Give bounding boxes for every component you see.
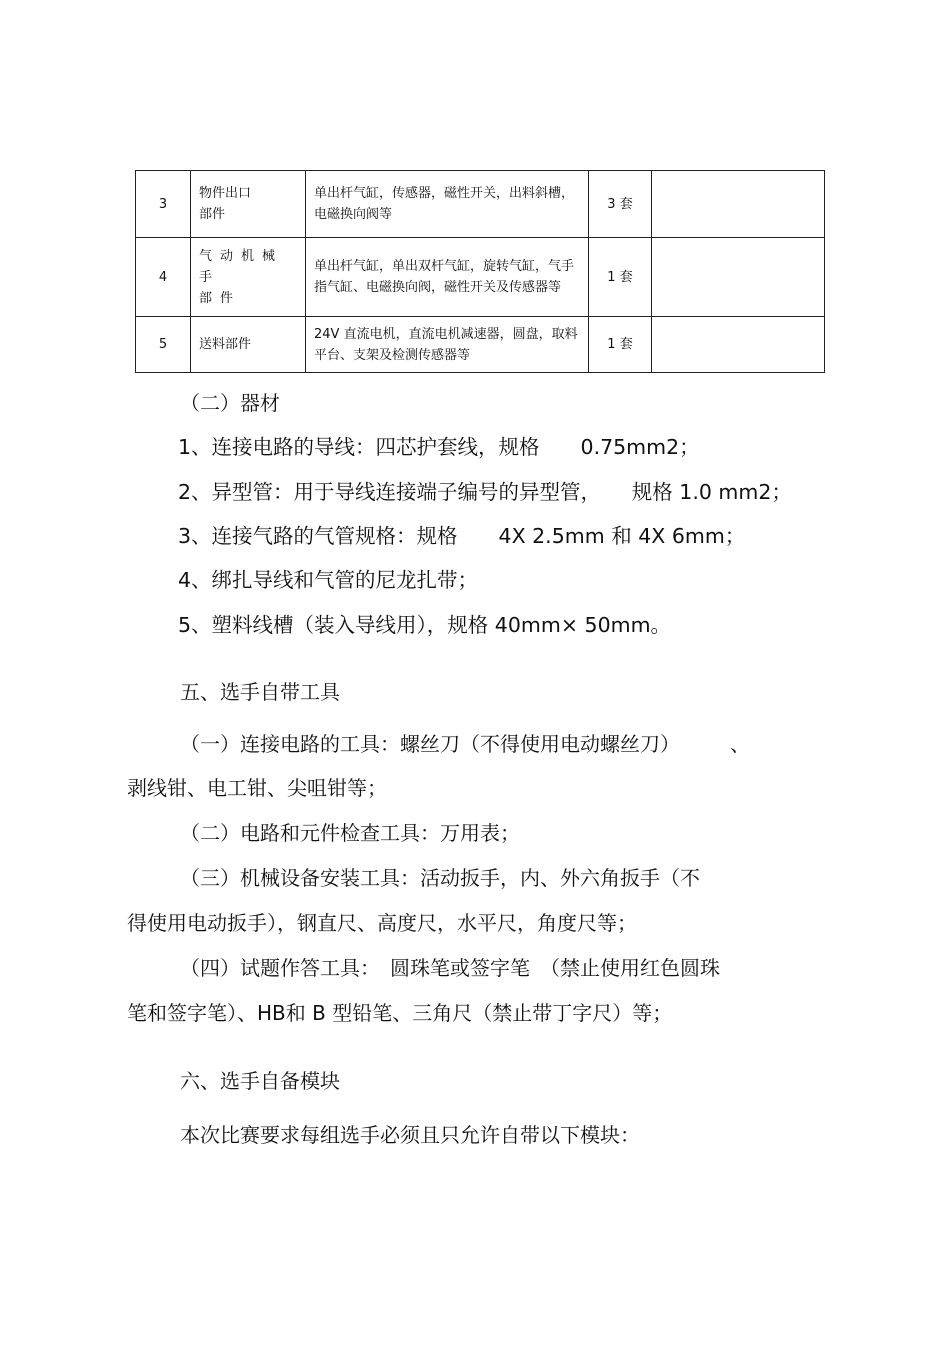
part-quantity: 1 套 [589,238,652,317]
row-number: 5 [136,317,191,373]
tool-item-line: 得使用电动扳手），钢直尺、高度尺，水平尺，角度尺等； [127,911,637,935]
modules-heading: 六、选手自备模块 [180,1069,340,1093]
tool-item-line: （三）机械设备安装工具：活动扳手，内、外六角扳手（不 [180,866,700,890]
tool-item-line: （四）试题作答工具： 圆珠笔或签字笔 （禁止使用红色圆珠 [180,956,720,980]
row-number: 4 [136,238,191,317]
table-row [136,317,825,373]
material-item: 2、异型管：用于导线连接端子编号的异型管， 规格 1.0 mm2； [178,480,792,504]
part-note [652,238,825,317]
part-name [191,317,306,373]
material-item: 5、塑料线槽（装入导线用），规格 40mm× 50mm。 [178,613,672,637]
tool-item-line: （二）电路和元件检查工具：万用表； [180,821,520,845]
material-item: 3、连接气路的气管规格：规格 4X 2.5mm 和 4X 6mm； [178,524,746,548]
equipment-table [135,170,825,373]
tool-item-line: 剥线钳、电工钳、尖咀钳等； [127,776,387,800]
part-note [652,171,825,238]
part-components: 24V 直流电机，直流电机减速器，圆盘，取料平台、支架及检测传感器等 [306,317,589,373]
part-quantity: 3 套 [589,171,652,238]
part-components: 单出杆气缸，单出双杆气缸，旋转气缸，气手指气缸、电磁换向阀，磁性开关及传感器等 [306,238,589,317]
material-item: 4、绑扎导线和气管的尼龙扎带； [178,568,479,592]
part-name [191,238,306,317]
tool-item-line: （一）连接电路的工具：螺丝刀（不得使用电动螺丝刀） 、 [180,732,750,756]
part-components: 单出杆气缸，传感器，磁性开关，出料斜槽，电磁换向阀等 [306,171,589,238]
tool-item-line: 笔和签字笔）、HB和 B 型铅笔、三角尺（禁止带丁字尺）等； [127,1001,673,1025]
part-name-text: 物件出口 部件 [199,186,252,222]
table-row [136,238,825,317]
table-row [136,171,825,238]
part-name-text: 气动机械手 部件 [199,248,284,306]
tools-heading: 五、选手自带工具 [180,680,340,704]
material-item: 1、连接电路的导线：四芯护套线，规格 0.75mm2； [178,435,700,459]
modules-intro: 本次比赛要求每组选手必须且只允许自带以下模块： [180,1123,640,1147]
part-name-text: 送料部件 [199,337,252,352]
part-name [191,171,306,238]
part-note [652,317,825,373]
row-number: 3 [136,171,191,238]
part-quantity: 1 套 [589,317,652,373]
materials-heading: （二）器材 [180,391,280,415]
